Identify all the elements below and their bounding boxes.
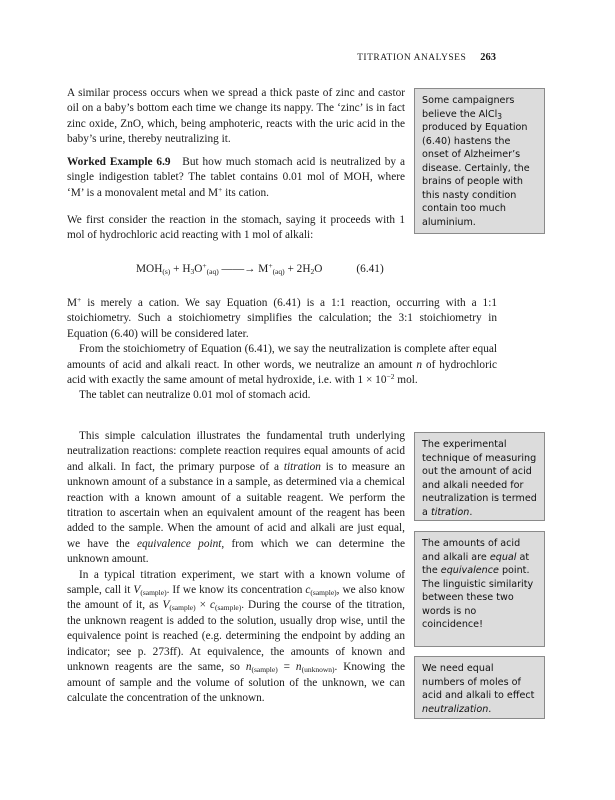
- equation-6-41: $MOH_{(s)} + H_3O^+_{(aq)}$ ——→ $M^+_{(aq)} + 2H_2O$ (6.41): [136, 261, 384, 276]
- sidebox-neutralization: We need equal numbers of moles of acid and alkali to effect neutralization.: [414, 656, 545, 719]
- reaction-arrow: ——→: [218, 263, 259, 275]
- paragraph-cation: M+ is merely a cation. We say Equation (6.41) is a 1:1 reaction, occurring with a 1:1 stoichiometry. Such a stoichiometry simplifies the calculation; the 3:1 stoichiometry in Equation (6.40) will be considered later. From the stoichiometry of Equation (6.41), we say the neutralization is complete after equal amounts of acid and alkali react. In other words, we neutralize an amount n of hydrochloric acid with exactly the same amount of metal hydroxide, i.e. with $1 \times 10^{-2}$ mol. The tablet can neutralize 0.01 mol of stomach acid.: [67, 296, 497, 404]
- sidebox-alzheimers: Some campaigners believe the AlCl$_3$ produced by Equation (6.40) hastens the onset of Alzheimer’s disease. Certainly, the brains of people with this nasty condition contain too much aluminium.: [414, 88, 545, 234]
- running-title: TITRATION ANALYSES: [357, 53, 467, 63]
- page-number: 263: [480, 52, 496, 63]
- worked-example-question: Worked Example 6.9 But how much stomach acid is neutralized by a single indigestion tablet? The tablet contains 0.01 mol of MOH, where ‘M’ is a monovalent metal and M+ its cation.: [67, 156, 405, 199]
- paragraph-from: From the stoichiometry of Equation (6.41), we say the neutralization is complete after equal amounts of acid and alkali react. In other words, we neutralize an amount n of hydrochloric acid with exactly the same amount of metal hydroxide, i.e. with $1 \times 10^{-2}$ mol.: [67, 343, 497, 387]
- paragraph-zinc: A similar process occurs when we spread a thick paste of zinc and castor oil on a baby’s bottom each time we change its nappy. The ‘zinc’ is in fact zinc oxide, ZnO, which, being amphoteric, reacts with the uric acid in the baby’s urine, thereby neutralizing it.: [67, 87, 405, 146]
- paragraph-tablet: The tablet can neutralize 0.01 mol of stomach acid.: [79, 389, 311, 402]
- running-header: [0, 52, 496, 63]
- sidebox-titration: The experimental technique of measuring out the amount of acid and alkali needed for neutralization is termed a titration.: [414, 432, 545, 521]
- paragraph-typical: In a typical titration experiment, we start with a known volume of sample, call it $V_{(sample)}$. If we know its concentration $c_{(sample)}$, we also know the amount of it, as $V_{(sample)} \times c_{(sample)}$. During the course of the titration, the unknown reagent is added to the solution, usually drop wise, until the equivalence point is reached (e.g. determining the endpoint by adding an indicator; see p. 273ff). At equivalence, the amounts of known and unknown reagents are the same, so $n_{(sample)} = n_{(unknown)}$. Knowing the amount of sample and the volume of solution of the unknown, we can calculate the concentration of the unknown.: [67, 568, 405, 704]
- sidebox-equivalence: The amounts of acid and alkali are equal at the equivalence point. The linguistic similarity between these two words is no coincidence!: [414, 531, 545, 647]
- equation-number: (6.41): [356, 263, 384, 275]
- paragraph-simple: This simple calculation illustrates the fundamental truth underlying neutralization reactions: complete reaction requires equal amounts of acid and alkali. In fact, the primary purpose of a titration is to measure an unknown amount of a substance in a sample, as determined via a chemical reaction with a known amount of a suitable reagent. We perform the titration to ascertain when an equivalent amount of the reagent has been added to the sample. When the amount of acid and alkali are just equal, we have the equivalence point, from which we can determine the unknown amount. In a typical titration experiment, we start with a known volume of sample, call it $V_{(sample)}$. If we know its concentration $c_{(sample)}$, we also know the amount of it, as $V_{(sample)} \times c_{(sample)}$. During the course of the titration, the unknown reagent is added to the solution, usually drop wise, until the equivalence point is reached (e.g. determining the endpoint by adding an indicator; see p. 273ff). At equivalence, the amounts of known and unknown reagents are the same, so $n_{(sample)} = n_{(unknown)}$. Knowing the amount of sample and the volume of solution of the unknown, we can calculate the concentration of the unknown.: [67, 429, 405, 706]
- worked-example-label: Worked Example 6.9: [67, 156, 171, 168]
- paragraph-consider: We first consider the reaction in the stomach, saying it proceeds with 1 mol of hydrochloric acid reacting with 1 mol of alkali:: [67, 214, 405, 242]
